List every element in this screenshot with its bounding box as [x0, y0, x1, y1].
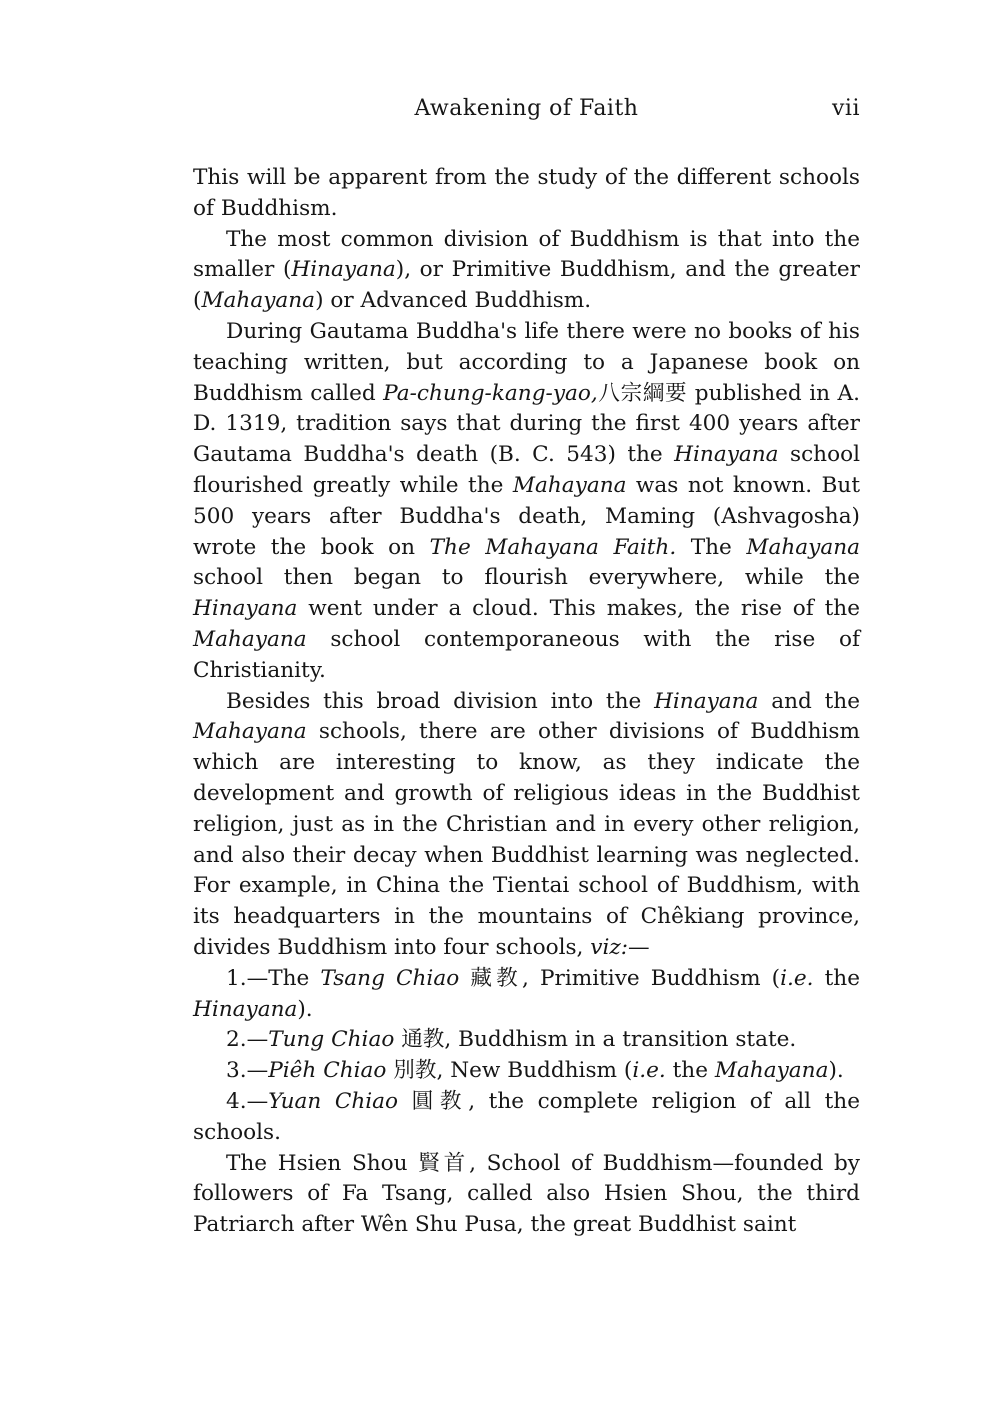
- list-item-2: 2.—Tung Chiao 通教, Buddhism in a transition state.: [226, 1027, 797, 1053]
- paragraph-4: Besides this broad division into the Hinayana and the Mahayana schools, there are other divisions of Buddhism which are interesting to know, as they indicate the development and growth of religious ideas in the Buddhist religion, just as in the Christian and in every other religion, and also their decay when Buddhist learning was neglected. For example, in China the Tientai school of Buddhism, with its headquarters in the mountains of Chêkiang province, divides Buddhism into four schools, viz:—: [193, 688, 860, 960]
- body-text: [193, 163, 860, 1241]
- running-title: Awakening of Faith: [414, 96, 639, 121]
- list-item-3: 3.—Piêh Chiao 別教, New Buddhism (i.e. the Mahayana).: [226, 1058, 844, 1084]
- cjk-title-pa-chung-kang-yao: 八宗綱要: [597, 380, 688, 406]
- page-header: [193, 96, 860, 130]
- paragraph-3: During Gautama Buddha's life there were no books of his teaching written, but according to a Japanese book on Buddhism called Pa-chung-kang-yao,八宗綱要 published in A. D. 1319, tradition says that during the first 400 years after Gautama Buddha's death (B. C. 543) the Hinayana school flourished greatly while the Mahayana was not known. But 500 years after Buddha's death, Maming (Ashvagosha) wrote the book on The Mahayana Faith. The Mahayana school then began to flourish everywhere, while the Hinayana went under a cloud. This makes, the rise of the Mahayana school contemporaneous with the rise of Christianity.: [193, 318, 861, 683]
- paragraph-5: The Hsien Shou 賢首, School of Buddhism—founded by followers of Fa Tsang, called also Hsien Shou, the third Patriarch after Wên Shu Pusa, the great Buddhist saint: [193, 1150, 860, 1238]
- paragraph-2: The most common division of Buddhism is that into the smaller (Hinayana), or Primitive Buddhism, and the greater (Mahayana) or Advanced Buddhism.: [193, 226, 860, 314]
- list-item-1: 1.—The Tsang Chiao 藏教, Primitive Buddhism (i.e. the Hinayana).: [193, 965, 860, 1022]
- page-number: vii: [831, 96, 860, 121]
- paragraph-1: This will be apparent from the study of the different schools of Buddhism.: [193, 165, 860, 221]
- list-item-4: 4.—Yuan Chiao 圓教, the complete religion of all the schools.: [193, 1088, 860, 1145]
